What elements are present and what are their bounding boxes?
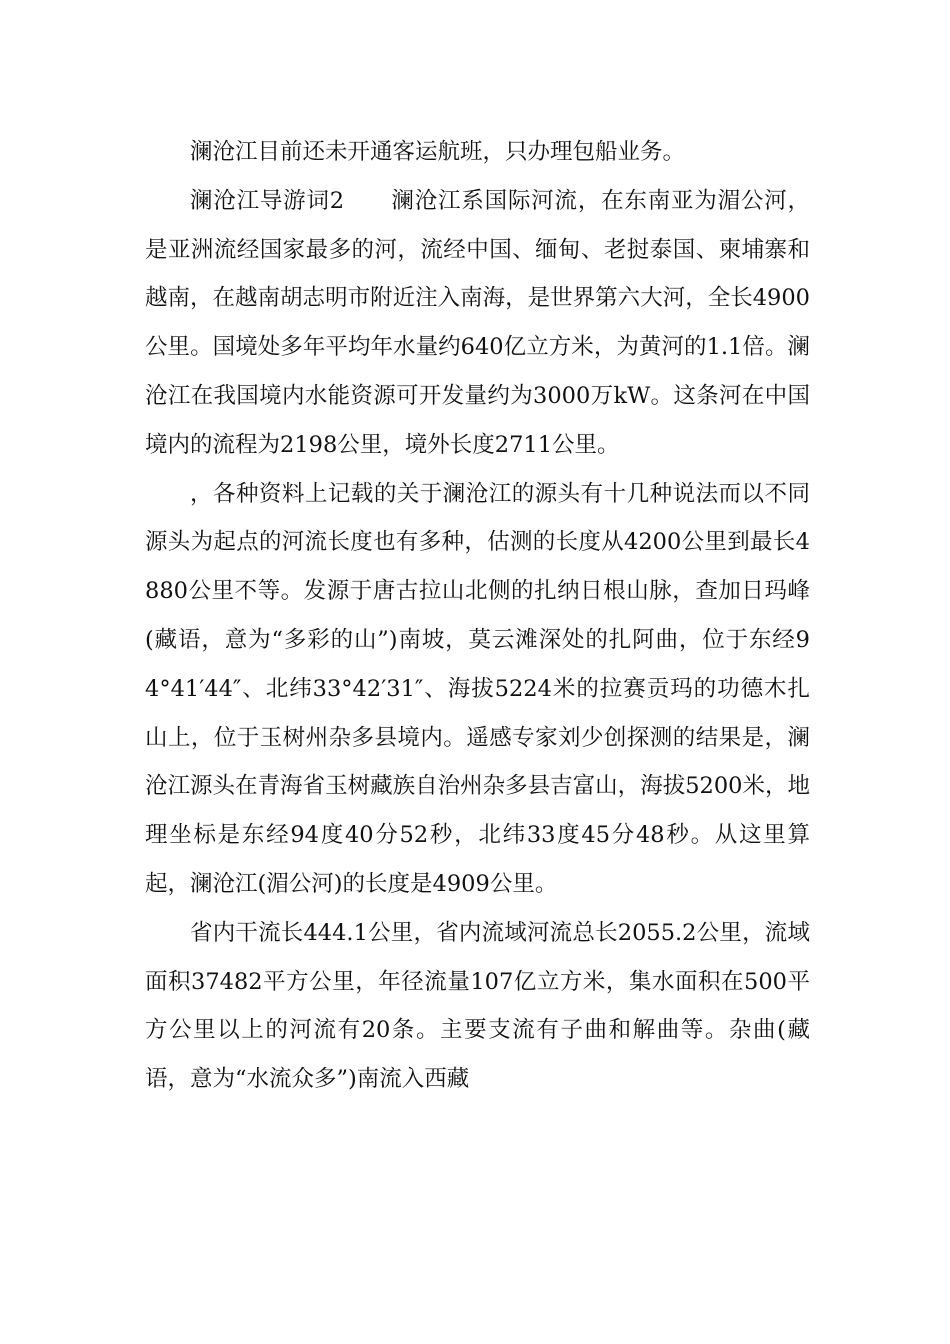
paragraph-provincial-stats: 省内干流长444.1公里，省内流域河流总长2055.2公里，流域面积37482平方公里，年径流量107亿立方米，集水面积在500平方公里以上的河流有20条。主要支流有子曲和解曲等。杂曲(藏语，意为“水流众多”)南流入西藏: [145, 919, 810, 1093]
paragraph-river-source: ，各种资料上记载的关于澜沧江的源头有十几种说法而以不同源头为起点的河流长度也有多种，估测的长度从4200公里到最长4880公里不等。发源于唐古拉山北侧的扎纳日根山脉，查加日玛峰(藏语，意为“多彩的山”)南坡，莫云滩深处的扎阿曲，位于东经94°41′44″、北纬33°42′31″、海拔5224米的拉赛贡玛的功德木扎山上，位于玉树州杂多县境内。遥感专家刘少创探测的结果是，澜沧江源头在青海省玉树藏族自治州杂多县吉富山，海拔5200米，地理坐标是东经94度40分52秒，北纬33度45分48秒。从这里算起，澜沧江(湄公河)的长度是4909公里。: [145, 480, 810, 897]
document-body: [145, 128, 810, 1104]
paragraph-river-overview: 澜沧江导游词2 澜沧江系国际河流，在东南亚为湄公河，是亚洲流经国家最多的河，流经中国、缅甸、老挝泰国、柬埔寨和越南，在越南胡志明市附近注入南海，是世界第六大河，全长4900公里。国境处多年平均年水量约640亿立方米，为黄河的1.1倍。澜沧江在我国境内水能资源可开发量约为3000万kW。这条河在中国境内的流程为2198公里，境外长度2711公里。: [145, 187, 810, 458]
paragraph-ferry-service: 澜沧江目前还未开通客运航班，只办理包船业务。: [190, 139, 686, 165]
